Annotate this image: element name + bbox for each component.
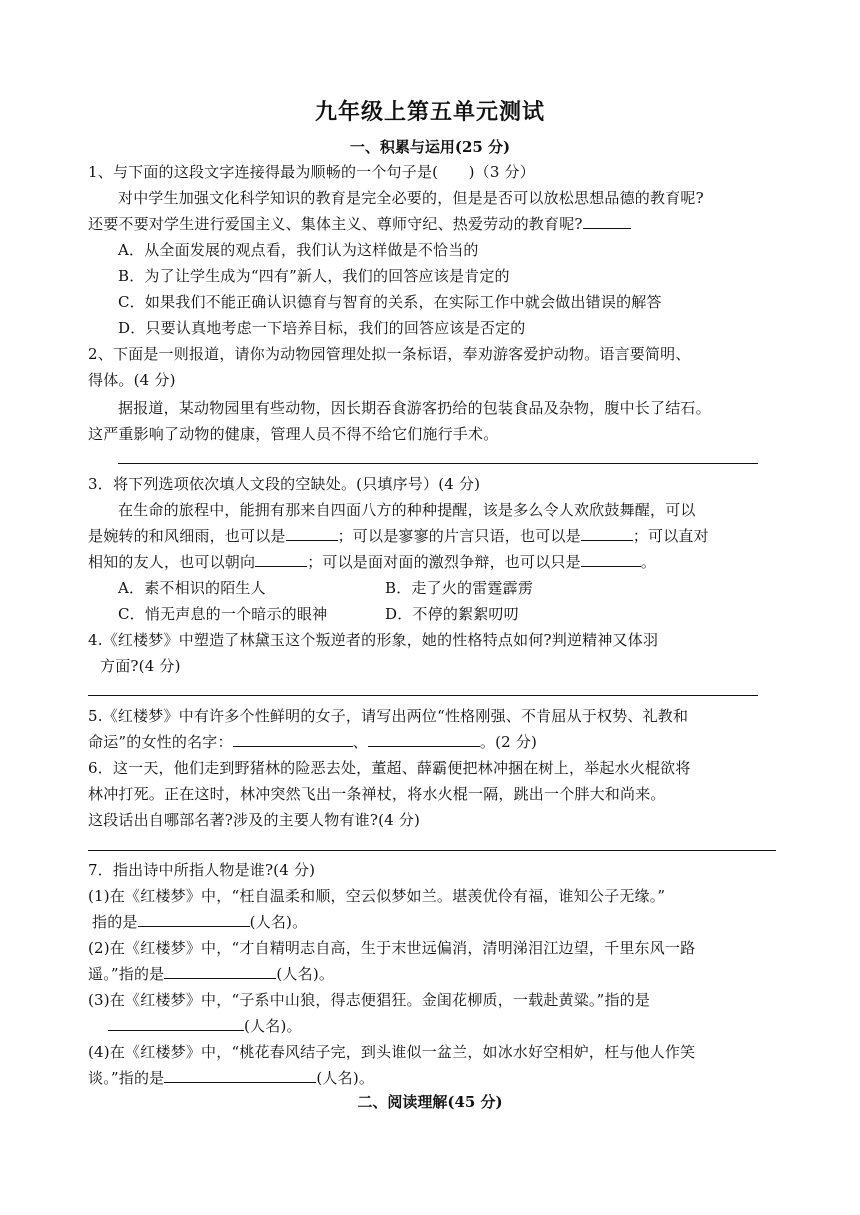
section-heading-1: 一、积累与运用(25 分) <box>349 138 511 156</box>
q6-question: 这段话出自哪部名著?涉及的主要人物有谁?(4 分) <box>88 811 421 829</box>
q7-text: (人名)。 <box>316 1069 375 1087</box>
q4-stem-line-2: 方面?(4 分) <box>100 657 181 675</box>
q7-text: (人名)。 <box>244 1017 302 1035</box>
q3-option-a: A．素不相识的陌生人 <box>118 579 266 597</box>
q1-passage-line-2 <box>88 212 631 236</box>
q1-option-c: C．如果我们不能正确认识德育与智育的关系，在实际工作中就会做出错误的解答 <box>118 293 662 311</box>
q3-option-d: D．不停的絮絮叨叨 <box>385 605 519 623</box>
q1-passage-line-1: 对中学生加强文化科学知识的教育是完全必要的，但是是否可以放松思想品德的教育呢? <box>118 189 704 207</box>
q3-blank-2[interactable] <box>581 524 633 541</box>
q7-item-4-line-1: (4)在《红楼梦》中，“桃花春风结子完，到头谁似一盆兰，如冰水好空相妒，枉与他人作笑 <box>88 1043 696 1061</box>
q5-text: 。(2 分) <box>479 733 538 751</box>
q3-passage-line-2 <box>88 524 709 548</box>
q1-option-a: A．从全面发展的观点看，我们认为这样做是不恰当的 <box>118 241 479 259</box>
q4-stem-line-1: 4.《红楼梦》中塑造了林黛玉这个叛逆者的形象，她的性格特点如何?判逆精神又体羽 <box>88 631 659 649</box>
q7-text: (人名)。 <box>276 965 335 983</box>
q7-blank-2[interactable] <box>164 962 276 979</box>
q3-text: 。 <box>640 553 657 571</box>
q5-stem-line-1: 5.《红楼梦》中有许多个性鲜明的女子，请写出两位“性格刚强、不肯屈从于权势、礼教和 <box>88 707 689 725</box>
q7-item-1-line-2 <box>92 910 307 934</box>
q7-blank-3[interactable] <box>108 1014 244 1031</box>
q3-option-b: B．走了火的雷霆霹雳 <box>385 579 534 597</box>
q1-passage-text: 还要不要对学生进行爱国主义、集体主义、尊师守纪、热爱劳动的教育呢? <box>88 215 583 233</box>
q3-passage-line-1: 在生命的旅程中，能拥有那来自四面八方的种种提醒，该是多么令人欢欣鼓舞醒，可以 <box>118 501 696 519</box>
q3-text: 相知的友人，也可以朝向 <box>88 553 256 571</box>
q6-answer-line[interactable] <box>88 850 776 851</box>
q5-stem-line-2 <box>88 730 537 754</box>
q7-item-1-line-1: (1)在《红楼梦》中，“枉自温柔和顺，空云似梦如兰。堪羡优伶有福，谁知公子无缘。” <box>88 887 666 905</box>
q1-stem: 1、与下面的这段文字连接得最为顺畅的一个句子是( )（3 分） <box>88 163 535 181</box>
q7-item-2-line-2 <box>88 962 334 986</box>
q3-blank-3[interactable] <box>255 550 307 567</box>
q5-blank-1[interactable] <box>233 730 353 747</box>
q3-text: ；可以是面对面的激烈争辩，也可以只是 <box>307 553 581 571</box>
q6-passage-line-1: 6．这一天，他们走到野猪林的险恶去处，董超、薛霸便把林冲捆在树上，举起水火棍欲将 <box>88 759 691 777</box>
q3-option-c: C．悄无声息的一个暗示的眼神 <box>118 605 328 623</box>
q2-stem-line-1: 2、下面是一则报道，请你为动物园管理处拟一条标语，奉劝游客爱护动物。语言要简明、 <box>88 345 691 363</box>
q1-answer-blank[interactable] <box>583 212 631 229</box>
q3-text: ；可以直对 <box>632 527 709 545</box>
q7-blank-1[interactable] <box>138 910 250 927</box>
q7-text: (人名)。 <box>249 913 308 931</box>
q3-blank-4[interactable] <box>581 550 641 567</box>
q2-passage-line-1: 据报道，某动物园里有些动物，因长期吞食游客扔给的包装食品及杂物，腹中长了结石。 <box>118 399 711 417</box>
q1-option-b: B．为了让学生成为“四有”新人，我们的回答应该是肯定的 <box>118 267 510 285</box>
q3-blank-1[interactable] <box>286 524 338 541</box>
q3-text: ；可以是寥寥的片言只语，也可以是 <box>337 527 581 545</box>
q7-text: 遥。”指的是 <box>88 965 165 983</box>
q7-text: 谈。”指的是 <box>88 1069 165 1087</box>
q5-text: 、 <box>352 733 368 751</box>
q5-text: 命运”的女性的名字： <box>88 733 233 751</box>
section-heading-2: 二、阅读理解(45 分) <box>357 1093 503 1111</box>
q3-passage-line-3 <box>88 550 656 574</box>
q4-answer-line[interactable] <box>88 695 758 696</box>
page-title: 九年级上第五单元测试 <box>314 99 545 125</box>
q2-passage-line-2: 这严重影响了动物的健康，管理人员不得不给它们施行手术。 <box>88 425 499 443</box>
q5-blank-2[interactable] <box>368 730 480 747</box>
q7-item-2-line-1: (2)在《红楼梦》中，“才自精明志自高，生于末世远偏消，清明涕泪江边望，千里东风一路 <box>88 939 696 957</box>
q7-item-3-line-2 <box>108 1014 302 1038</box>
q3-stem: 3．将下列选项依次填人文段的空缺处。(只填序号）(4 分) <box>88 475 481 493</box>
q7-item-3-line-1: (3)在《红楼梦》中，“子系中山狼，得志便猖狂。金闺花柳质，一载赴黄粱。”指的是 <box>88 991 651 1009</box>
q2-answer-line[interactable] <box>118 463 758 464</box>
q6-passage-line-2: 林冲打死。正在这时，林冲突然飞出一条禅杖，将水火棍一隔，跳出一个胖大和尚来。 <box>88 785 666 803</box>
q7-stem: 7．指出诗中所指人物是谁?(4 分) <box>88 861 316 879</box>
q1-option-d: D．只要认真地考虑一下培养目标，我们的回答应该是否定的 <box>118 319 526 337</box>
q3-text: 是婉转的和风细雨，也可以是 <box>88 527 286 545</box>
q2-stem-line-2: 得体。(4 分) <box>88 371 176 389</box>
q7-text: 指的是 <box>92 913 138 931</box>
q7-item-4-line-2 <box>88 1066 374 1090</box>
q7-blank-4[interactable] <box>164 1066 316 1083</box>
